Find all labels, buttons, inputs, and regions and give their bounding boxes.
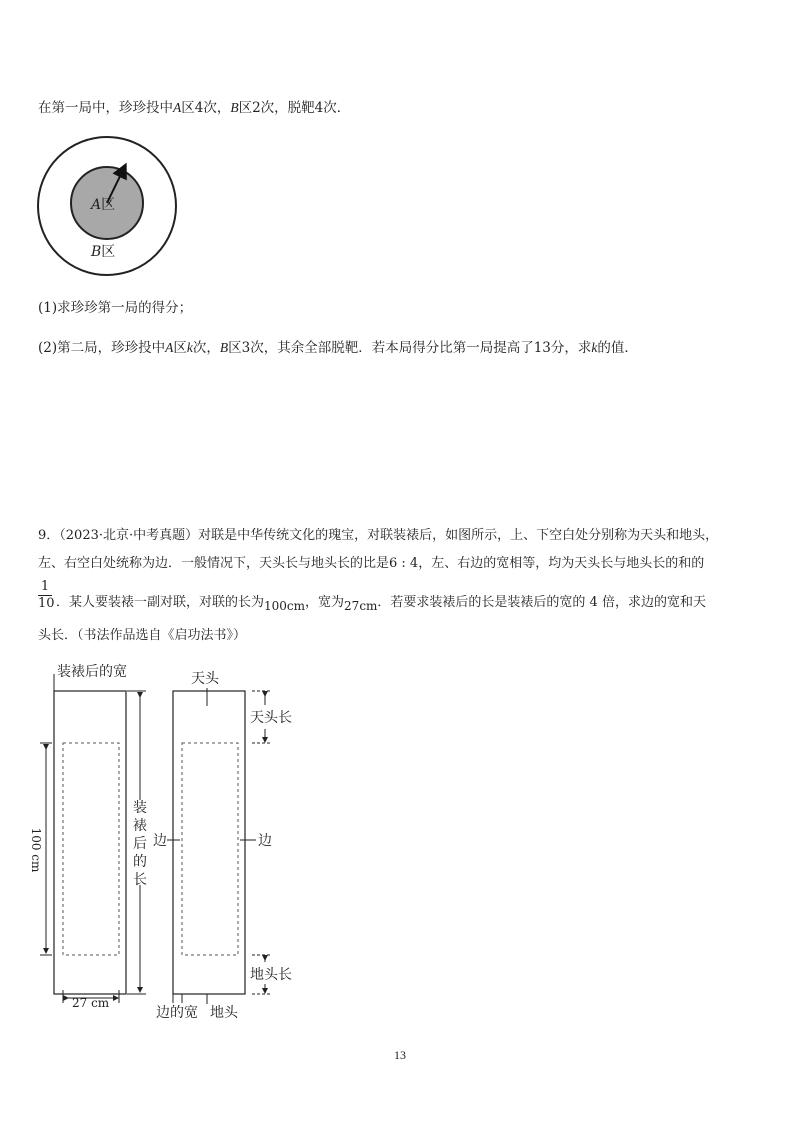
- border-width-label: 边的宽: [156, 1005, 198, 1021]
- char: 裱: [133, 818, 147, 834]
- length-100cm-label: 100 cm: [29, 827, 43, 873]
- problem-9-line-1: 9．（2023·北京·中考真题）对联是中华传统文化的瑰宝，对联装裱后，如图所示，上、下空白处分别称为天头和地头，: [38, 528, 719, 543]
- problem-intro: [38, 98, 350, 118]
- text: (2)第二局，珍珍投中: [38, 340, 166, 356]
- right-couplet-area: [182, 743, 238, 955]
- text: ，左、右边的宽相等，均为天头长与地头长的和的: [418, 556, 705, 571]
- var-b: B: [219, 340, 229, 355]
- text: 次，: [192, 340, 220, 356]
- zone-a-label: A区: [91, 197, 116, 213]
- numerator: 1: [40, 579, 50, 594]
- question-2: [38, 338, 638, 358]
- char: 的: [133, 854, 147, 870]
- var-k: k: [186, 340, 193, 355]
- text: 的值．: [597, 340, 638, 356]
- text: ．某人要装裱一副对联，对联的长为: [56, 595, 265, 610]
- question-1: (1)求珍珍第一局的得分；: [38, 300, 193, 316]
- mounted-width-label: 装裱后的宽: [57, 664, 127, 680]
- page-number: 13: [394, 1048, 406, 1062]
- text: 区2次，脱靶4次．: [238, 100, 351, 116]
- var-a: A: [173, 100, 182, 115]
- char: 装: [133, 800, 147, 816]
- text: ．若要求装裱后的长是装裱后的宽的 4 倍，求边的宽和天: [377, 595, 706, 610]
- width-27cm-label: 27 cm: [72, 996, 110, 1010]
- problem-9-line-2: [38, 554, 704, 574]
- ditou-label: 地头: [210, 1005, 238, 1021]
- problem-9-line-3: [56, 592, 706, 613]
- text: 区3次，其余全部脱靶．若本局得分比第一局提高了13分，求: [228, 340, 592, 356]
- tiantou-label: 天头: [191, 671, 219, 687]
- width-value: 27cm: [344, 599, 378, 613]
- left-scroll: [54, 691, 126, 994]
- couplet-mounting-figure: [0, 650, 320, 1030]
- text: 区: [173, 340, 187, 356]
- var-b: B: [230, 100, 239, 115]
- text: 区4次，: [181, 100, 231, 116]
- text: 左、右空白处统称为边．一般情况下，天头长与地头长的比是: [38, 556, 390, 571]
- left-border-label: 边: [153, 833, 167, 849]
- zone-b-label: B区: [91, 244, 116, 260]
- denominator: 10: [38, 596, 55, 611]
- mounted-length-label: [133, 799, 147, 888]
- ditou-length-label: 地头长: [250, 967, 292, 983]
- dart-target-figure: [36, 135, 178, 277]
- right-scroll: [173, 691, 245, 994]
- char: 长: [133, 872, 147, 888]
- fraction-one-tenth: [38, 579, 55, 611]
- ratio: 6 : 4: [389, 556, 419, 571]
- tiantou-length-label: 天头长: [250, 710, 292, 726]
- length-value: 100cm: [264, 599, 306, 613]
- char: 后: [133, 836, 147, 852]
- problem-9-line-4: 头长．（书法作品选自《启功法书》）: [38, 628, 247, 643]
- right-border-label: 边: [258, 833, 272, 849]
- var-k: k: [591, 340, 598, 355]
- left-couplet-area: [63, 743, 119, 955]
- text: 在第一局中，珍珍投中: [38, 100, 173, 116]
- var-a: A: [165, 340, 174, 355]
- text: ，宽为: [305, 595, 345, 610]
